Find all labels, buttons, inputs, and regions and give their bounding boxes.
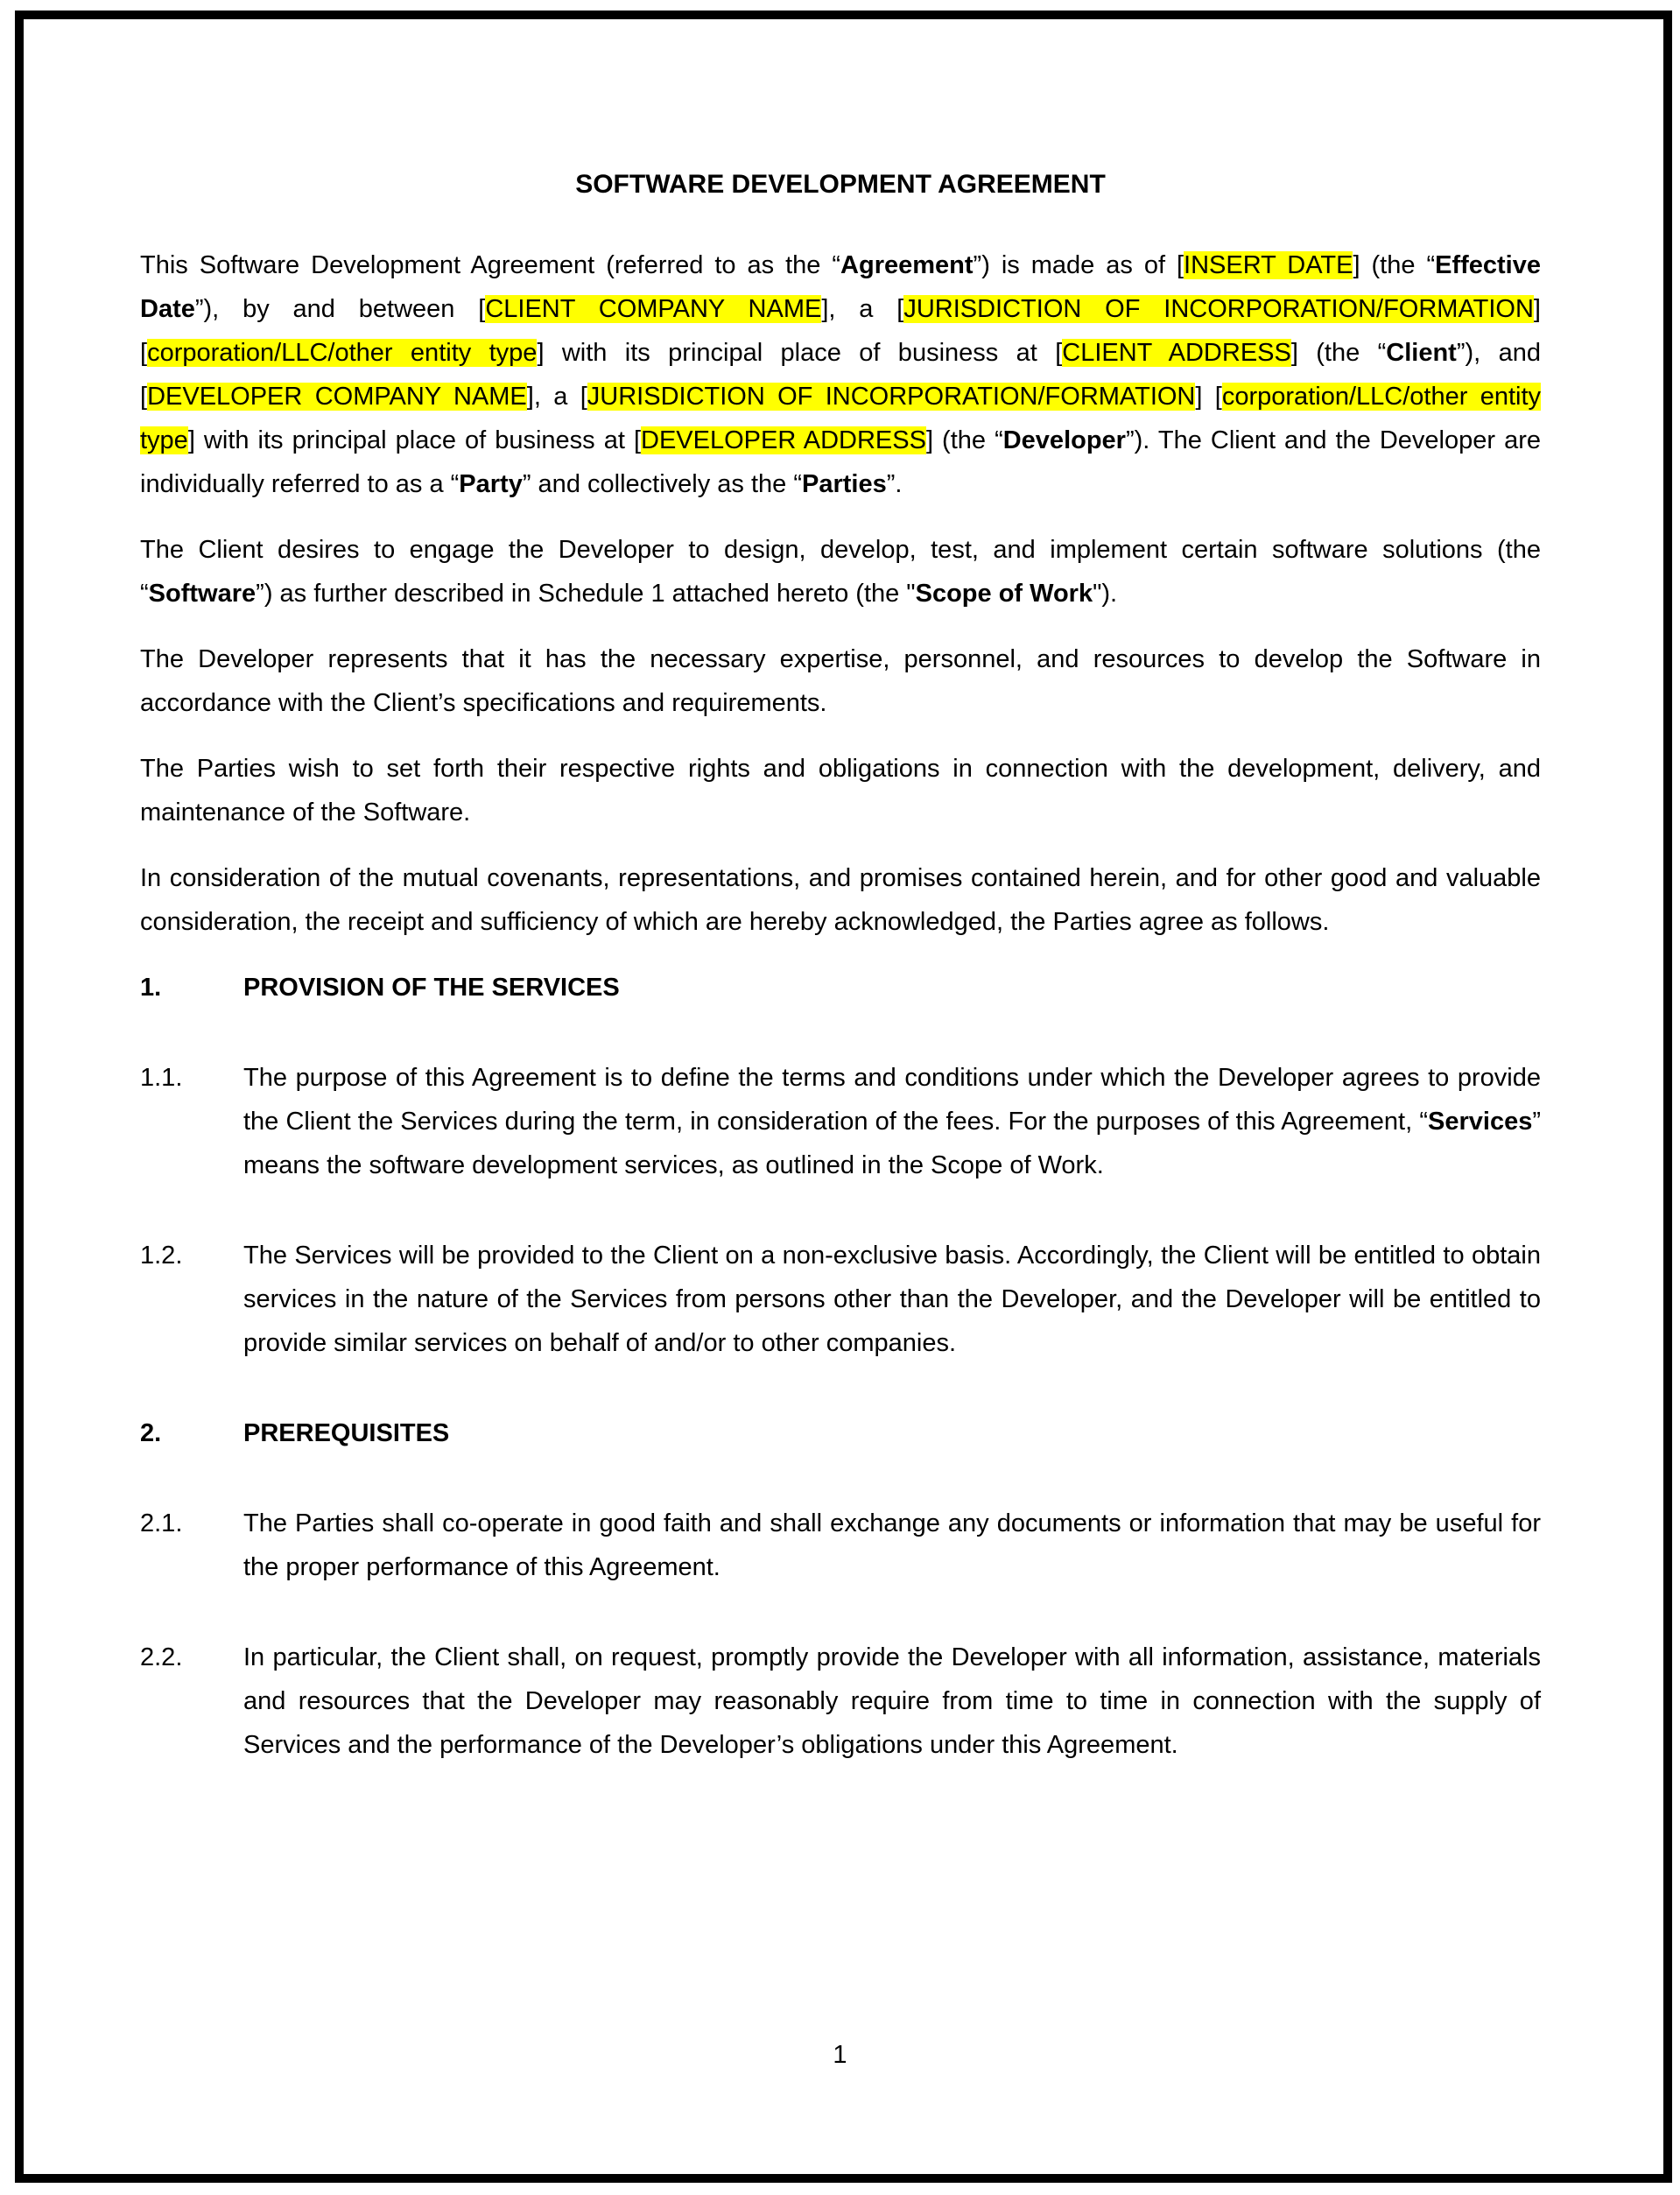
text-run: ”). The Client and the Developer are individually referred to as a “ [140,426,1541,498]
text-run: PREREQUISITES [243,1419,450,1447]
highlight-run: CLIENT ADDRESS [1062,339,1291,367]
text-run: ” means the software development services, as outlined in the Scope of Work. [243,1108,1541,1179]
section-number: 2. [140,1419,162,1447]
text-run: PROVISION OF THE SERVICES [243,974,620,1002]
text-run: The Parties wish to set forth their respective rights and obligations in connection with the development, delivery, and maintenance of the Software. [140,755,1541,827]
text-run: Developer [1002,426,1126,454]
text-run: ], a [ [821,295,904,323]
paragraph [140,243,1541,506]
text-run: The purpose of this Agreement is to define the terms and conditions under which the Developer agrees to provide the Client the Services during the term, in consideration of the fees. For the purposes of this Agreement, “ [243,1064,1541,1136]
text-run: ”), and [ [140,339,1541,411]
text-run: Agreement [840,251,974,279]
clause-text [243,1234,1541,1365]
text-run: ] [ [1195,383,1222,411]
section-heading-text [243,1411,1541,1455]
text-run: ] (the “ [1290,339,1387,367]
paragraph [140,856,1541,944]
text-run: ] with its principal place of business at [ [187,426,642,454]
text-run: "). [1093,580,1118,608]
text-run: In consideration of the mutual covenants, representations, and promises contained herein, and for other good and valuable consideration, the receipt and sufficiency of which are hereby acknowledged, the Parties agree as follows. [140,864,1541,936]
text-run: ] [ [140,295,1541,367]
text-run: The Services will be provided to the Client on a non-exclusive basis. Accordingly, the Client will be entitled to obtain services in the nature of the Services from persons other than the Developer, and the Developer will be entitled to provide similar services on behalf of and/or to other companies. [243,1242,1541,1357]
clause-number: 1.2. [140,1242,183,1270]
section-heading [140,966,1541,1010]
clause-number: 2.2. [140,1643,183,1671]
document-blocks [140,163,1541,1767]
highlight-run: INSERT DATE [1184,251,1353,279]
highlight-run: CLIENT COMPANY NAME [485,295,822,323]
clause-number: 1.1. [140,1064,183,1092]
text-run: The Developer represents that it has the necessary expertise, personnel, and resources to develop the Software in accordance with the Client’s specifications and requirements. [140,645,1541,717]
document-content [140,163,1541,1813]
text-run: The Client desires to engage the Developer to design, develop, test, and implement certain software solutions (the “ [140,536,1541,608]
highlight-run: corporation/LLC/other entity type [140,383,1542,454]
text-run: ”) is made as of [ [973,251,1184,279]
text-run: Scope of Work [915,580,1093,608]
highlight-run: DEVELOPER ADDRESS [641,426,926,454]
text-run: SOFTWARE DEVELOPMENT AGREEMENT [575,170,1106,199]
text-run: Parties [802,470,887,498]
text-run: Party [459,470,523,498]
text-run: ” and collectively as the “ [522,470,802,498]
section-heading [140,1411,1541,1455]
text-run: ] (the “ [925,426,1003,454]
text-run: The Parties shall co-operate in good faith and shall exchange any documents or information that may be useful for the proper performance of this Agreement. [243,1509,1541,1581]
paragraph [140,528,1541,616]
text-run: ], a [ [526,383,587,411]
clause-number: 2.1. [140,1509,183,1537]
text-run: Software [148,580,257,608]
paragraph [140,637,1541,725]
paragraph [140,747,1541,834]
clause [140,1636,1541,1767]
text-run: This Software Development Agreement (referred to as the “ [140,251,841,279]
clause [140,1502,1541,1589]
text-run: ] with its principal place of business at [ [537,339,1063,367]
text-run: In particular, the Client shall, on request, promptly provide the Developer with all information, assistance, materials and resources that the Developer may reasonably require from time to time in connection with the supply of Services and the performance of the Developer’s obligations under this Agreement. [243,1643,1541,1759]
text-run: Services [1428,1108,1533,1136]
clause [140,1056,1541,1187]
text-run: ”. [886,470,903,498]
highlight-run: JURISDICTION OF INCORPORATION/FORMATION [587,383,1196,411]
document-title [140,163,1541,207]
section-number: 1. [140,974,162,1002]
text-run: ] (the “ [1353,251,1436,279]
highlight-run: corporation/LLC/other entity type [147,339,538,367]
clause [140,1234,1541,1365]
clause-text [243,1056,1541,1187]
highlight-run: DEVELOPER COMPANY NAME [147,383,527,411]
section-heading-text [243,966,1541,1010]
text-run: ”), by and between [ [194,295,486,323]
clause-text [243,1502,1541,1589]
page-number: 1 [833,2041,847,2069]
highlight-run: JURISDICTION OF INCORPORATION/FORMATION [903,295,1534,323]
text-run: Client [1386,339,1457,367]
text-run: ”) as further described in Schedule 1 attached hereto (the " [256,580,916,608]
text-run: Effective Date [140,251,1541,323]
clause-text [243,1636,1541,1767]
